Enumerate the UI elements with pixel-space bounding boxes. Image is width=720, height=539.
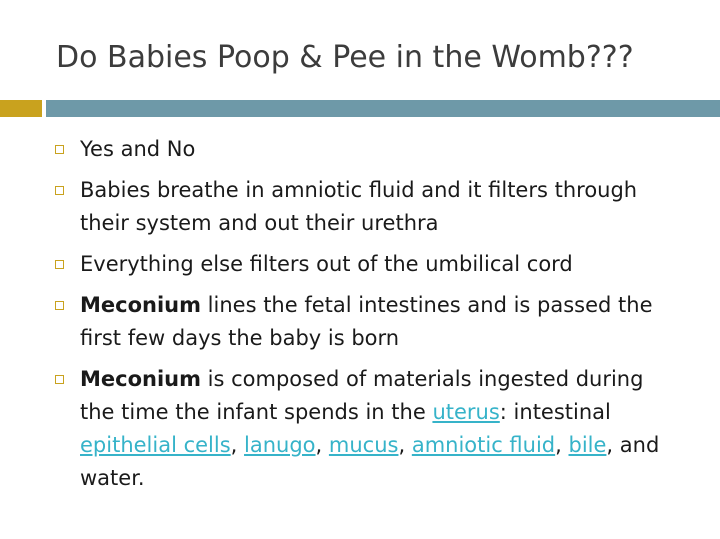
- bullet-text: Babies breathe in amniotic fluid and it filters through their system and out their urethra: [80, 178, 638, 235]
- square-bullet-icon: [55, 301, 64, 310]
- link-epithelial-cells[interactable]: epithelial cells: [80, 433, 231, 457]
- bold-term: Meconium: [80, 293, 201, 317]
- bullet-text: lines the fetal intestines and is passed the first few days the baby is born: [80, 293, 653, 350]
- link-lanugo[interactable]: lanugo: [244, 433, 316, 457]
- link-amniotic-fluid[interactable]: amniotic fluid: [411, 433, 556, 457]
- bullet-item-5: [54, 363, 674, 495]
- square-bullet-icon: [55, 260, 64, 269]
- bullet-item-2: [54, 174, 674, 240]
- separator: ,: [555, 433, 569, 457]
- separator: ,: [230, 433, 245, 457]
- slide-title: Do Babies Poop & Pee in the Womb???: [56, 40, 634, 75]
- link-bile[interactable]: bile: [568, 433, 607, 457]
- square-bullet-icon: [55, 145, 64, 154]
- square-bullet-icon: [55, 375, 64, 384]
- bullet-text: Everything else filters out of the umbilical cord: [80, 252, 573, 276]
- bullet-text: , and water.: [80, 433, 660, 490]
- bullet-text: is composed of materials ingested during the time the infant spends in the: [80, 367, 644, 424]
- separator: ,: [315, 433, 329, 457]
- separator: ,: [398, 433, 412, 457]
- bullet-list: [54, 133, 674, 503]
- bold-term: Meconium: [80, 367, 201, 391]
- title-accent-bar: [0, 100, 42, 117]
- bullet-item-3: [54, 248, 674, 281]
- bullet-text: : intestinal: [499, 400, 611, 424]
- bullet-item-1: [54, 133, 674, 166]
- link-uterus[interactable]: uterus: [432, 400, 500, 424]
- square-bullet-icon: [55, 186, 64, 195]
- link-mucus[interactable]: mucus: [328, 433, 399, 457]
- bullet-text: Yes and No: [80, 137, 196, 161]
- title-rule-bar: [46, 100, 720, 117]
- bullet-item-4: [54, 289, 674, 355]
